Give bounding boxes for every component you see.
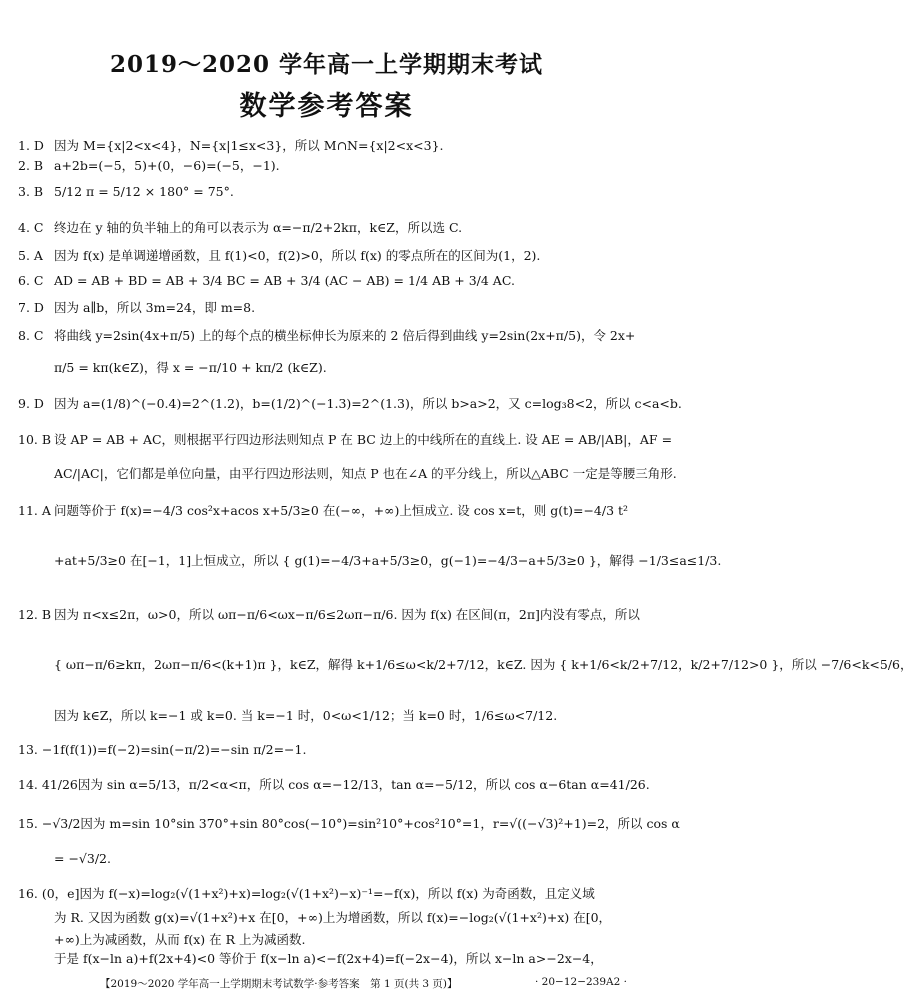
answer-text: 将曲线 y=2sin(4x+π/5) 上的每个点的横坐标伸长为原来的 2 倍后得到曲线 y=2sin(2x+π/5)，令 2x+	[54, 328, 636, 343]
answer-line	[18, 503, 638, 519]
answer-number: 11. A	[18, 503, 51, 518]
answer-line	[18, 777, 650, 793]
answer-line	[18, 248, 638, 264]
answer-line	[18, 138, 638, 154]
answer-line	[18, 951, 638, 967]
page-title: 2019～2020 学年高一上学期期末考试	[109, 51, 544, 78]
answer-line	[18, 851, 638, 867]
answer-line	[18, 432, 673, 448]
answer-text: 因为 a=(1/8)^(−0.4)=2^(1.2)，b=(1/2)^(−1.3)=2^(1.3)，所以 b>a>2，又 c=log₃8<2，所以 c<a<b.	[54, 396, 682, 411]
answer-line	[18, 300, 638, 316]
answer-line	[18, 184, 638, 200]
page-subtitle: 数学参考答案	[239, 91, 414, 122]
answer-line	[18, 910, 638, 926]
answer-line	[18, 396, 682, 412]
answer-text: 因为 π<x≤2π，ω>0，所以 ωπ−π/6<ωx−π/6≤2ωπ−π/6. 因为 f(x) 在区间(π，2π]内没有零点，所以	[54, 607, 640, 622]
answer-text: = −√3/2.	[54, 851, 111, 866]
answer-number: 9. D	[18, 396, 44, 411]
answer-number: 1. D	[18, 138, 44, 153]
answer-text: 因为 a∥b，所以 3m=24，即 m=8.	[54, 300, 256, 315]
answer-number: 4. C	[18, 220, 44, 235]
answer-number: 12. B	[18, 607, 52, 622]
answer-text: a+2b=(−5，5)+(0，−6)=(−5，−1).	[54, 158, 280, 173]
answer-number: 13. −1	[18, 742, 61, 757]
answer-text: 因为 k∈Z，所以 k=−1 或 k=0. 当 k=−1 时，0<ω<1/12；当 k=0 时，1/6≤ω<7/12.	[54, 708, 558, 723]
answer-line	[18, 708, 638, 724]
answer-line	[18, 742, 638, 758]
answer-text: 因为 m=sin 10°sin 370°+sin 80°cos(−10°)=sin²10°+cos²10°=1，r=√((−√3)²+1)=2，所以 cos α	[80, 816, 680, 831]
answer-number: 2. B	[18, 158, 44, 173]
answer-text: 因为 f(x) 是单调递增函数，且 f(1)<0，f(2)>0，所以 f(x) 的零点所在的区间为(1，2).	[54, 248, 541, 263]
answer-text: f(f(1))=f(−2)=sin(−π/2)=−sin π/2=−1.	[60, 742, 307, 757]
answer-number: 14. 41/26	[18, 777, 78, 792]
answer-text: 因为 M={x|2<x<4}，N={x|1≤x<3}，所以 M∩N={x|2<x<3}.	[54, 138, 444, 153]
answer-number: 5. A	[18, 248, 43, 263]
page-footer: 【2019～2020 学年高一上学期期末考试数学·参考答案 第 1 页(共 3 页)】	[100, 978, 458, 990]
answer-line	[18, 932, 638, 948]
answer-line	[18, 220, 638, 236]
answer-number: 8. C	[18, 328, 44, 343]
answer-line	[18, 466, 677, 482]
answer-text: { ωπ−π/6≥kπ，2ωπ−π/6<(k+1)π }，k∈Z，解得 k+1/6≤ω<k/2+7/12，k∈Z. 因为 { k+1/6<k/2+7/12，k/2+7/12>0 }，所以 −7/6<k<5/6，	[54, 657, 913, 672]
answer-text: 5/12 π = 5/12 × 180° = 75°.	[54, 184, 234, 199]
answer-text: π/5 = kπ(k∈Z)，得 x = −π/10 + kπ/2 (k∈Z).	[54, 360, 327, 375]
answer-text: 因为 sin α=5/13，π/2<α<π，所以 cos α=−12/13，tan α=−5/12，所以 cos α−6tan α=41/26.	[77, 777, 650, 792]
answer-text: +at+5/3≥0 在[−1，1]上恒成立，所以 { g(1)=−4/3+a+5/3≥0，g(−1)=−4/3−a+5/3≥0 }，解得 −1/3≤a≤1/3.	[54, 553, 722, 568]
answer-line	[18, 607, 638, 623]
answer-line	[18, 273, 638, 289]
answer-line	[18, 360, 638, 376]
answer-line	[18, 657, 913, 673]
document-code: · 20−12−239A2 ·	[535, 976, 627, 988]
answer-text: AD = AB + BD = AB + 3/4 BC = AB + 3/4 (AC − AB) = 1/4 AB + 3/4 AC.	[54, 273, 515, 288]
answer-line	[18, 158, 638, 174]
answer-line	[18, 328, 638, 344]
answer-number: 6. C	[18, 273, 44, 288]
answer-number: 7. D	[18, 300, 44, 315]
answer-text: 终边在 y 轴的负半轴上的角可以表示为 α=−π/2+2kπ，k∈Z，所以选 C.	[54, 220, 463, 235]
answer-text: +∞)上为减函数，从而 f(x) 在 R 上为减函数.	[54, 932, 306, 947]
answer-number: 10. B	[18, 432, 52, 447]
answer-line	[18, 886, 638, 902]
answer-text: 于是 f(x−ln a)+f(2x+4)<0 等价于 f(x−ln a)<−f(2x+4)=f(−2x−4)，所以 x−ln a>−2x−4，	[54, 951, 603, 966]
answer-text: 因为 f(−x)=log₂(√(1+x²)+x)=log₂(√(1+x²)−x)⁻¹=−f(x)，所以 f(x) 为奇函数，且定义域	[79, 886, 595, 901]
answer-text: 为 R. 又因为函数 g(x)=√(1+x²)+x 在[0，+∞)上为增函数，所以 f(x)=−log₂(√(1+x²)+x) 在[0，	[54, 910, 612, 925]
answer-text: 设 AP = AB + AC，则根据平行四边形法则知点 P 在 BC 边上的中线所在的直线上. 设 AE = AB/|AB|，AF =	[54, 432, 673, 447]
answer-number: 3. B	[18, 184, 44, 199]
answer-line	[18, 553, 722, 569]
answer-text: 问题等价于 f(x)=−4/3 cos²x+acos x+5/3≥0 在(−∞，+∞)上恒成立. 设 cos x=t，则 g(t)=−4/3 t²	[54, 503, 629, 518]
answer-number: 16. (0，e]	[18, 886, 80, 901]
answer-line	[18, 816, 680, 832]
answer-text: AC/|AC|，它们都是单位向量，由平行四边形法则，知点 P 也在∠A 的平分线上，所以△ABC 一定是等腰三角形.	[54, 466, 677, 481]
answer-number: 15. −√3/2	[18, 816, 81, 831]
